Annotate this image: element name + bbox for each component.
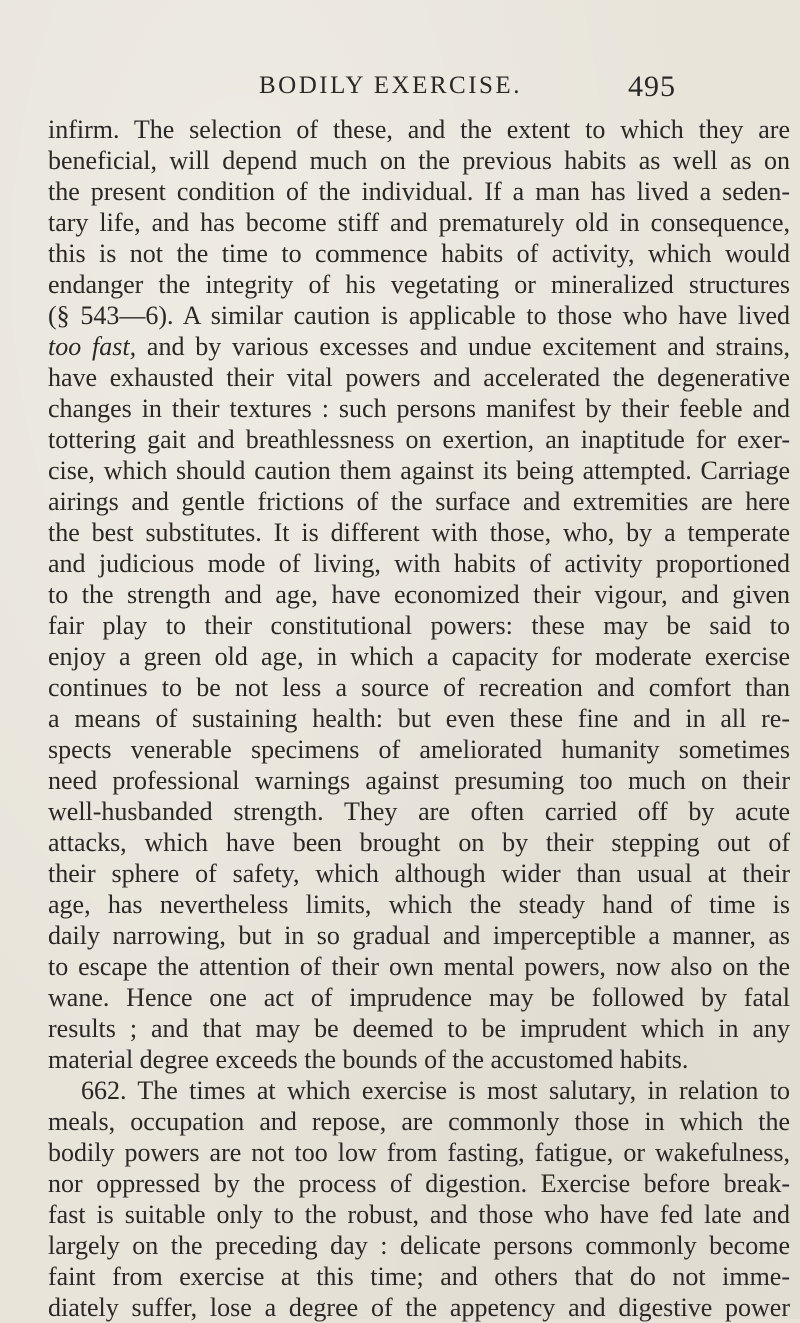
text-line: to escape the attention of their own mental powers, now also on the (48, 952, 790, 981)
text-line: have exhausted their vital powers and accelerated the degenerative (48, 363, 790, 392)
line-remainder: and by various excesses and undue excitement and strains, (136, 332, 790, 361)
text-line: well-husbanded strength. They are often carried off by acute (48, 797, 790, 826)
text-line: changes in their textures : such persons manifest by their feeble and (48, 394, 790, 423)
text-line: daily narrowing, but in so gradual and imperceptible a manner, as (48, 921, 790, 950)
text-line: enjoy a green old age, in which a capacity for moderate exercise (48, 642, 790, 671)
text-line: diately suffer, lose a degree of the appetency and digestive power (48, 1293, 790, 1322)
text-line: the best substitutes. It is different with those, who, by a temperate (48, 518, 790, 547)
text-line: airings and gentle frictions of the surface and extremities are here (48, 487, 790, 516)
paragraph-start-line: 662. The times at which exercise is most salutary, in relation to (81, 1076, 790, 1105)
text-line: their sphere of safety, which although wider than usual at their (48, 859, 790, 888)
italic-phrase: too fast, (48, 332, 137, 361)
text-line: fair play to their constitutional powers: these may be said to (48, 611, 790, 640)
text-line: a means of sustaining health: but even these fine and in all re- (48, 704, 790, 733)
text-line: meals, occupation and repose, are commonly those in which the (48, 1107, 790, 1136)
paragraph-end-line: material degree exceeds the bounds of the accustomed habits. (48, 1045, 689, 1074)
text-line: cise, which should caution them against its being attempted. Carriage (48, 456, 790, 485)
text-line: attacks, which have been brought on by their stepping out of (48, 828, 790, 857)
text-line: need professional warnings against presuming too much on their (48, 766, 790, 795)
text-line: and judicious mode of living, with habits of activity proportioned (48, 549, 790, 578)
text-line: tary life, and has become stiff and prematurely old in consequence, (48, 208, 790, 237)
text-line: results ; and that may be deemed to be imprudent which in any (48, 1014, 790, 1043)
text-line: spects venerable specimens of ameliorated humanity sometimes (48, 735, 790, 764)
text-line: age, has nevertheless limits, which the steady hand of time is (48, 890, 790, 919)
text-line: faint from exercise at this time; and others that do not imme- (48, 1262, 790, 1291)
text-line: bodily powers are not too low from fasting, fatigue, or wakefulness, (48, 1138, 790, 1167)
text-line: the present condition of the individual. If a man has lived a seden- (48, 177, 790, 206)
running-head (0, 72, 800, 112)
body-text (48, 114, 790, 1323)
text-line: tottering gait and breathlessness on exertion, an inaptitude for exer- (48, 425, 790, 454)
text-line: infirm. The selection of these, and the extent to which they are (48, 115, 790, 144)
text-line: this is not the time to commence habits of activity, which would (48, 239, 790, 268)
text-line: nor oppressed by the process of digestion. Exercise before break- (48, 1169, 790, 1198)
text-line: (§ 543—6). A similar caution is applicable to those who have lived (48, 301, 790, 330)
text-line: beneficial, will depend much on the previous habits as well as on (48, 146, 790, 175)
text-line: fast is suitable only to the robust, and those who have fed late and (48, 1200, 790, 1229)
text-line: wane. Hence one act of imprudence may be followed by fatal (48, 983, 790, 1012)
text-line: continues to be not less a source of recreation and comfort than (48, 673, 790, 702)
text-line: endanger the integrity of his vegetating or mineralized structures (48, 270, 790, 299)
text-line: largely on the preceding day : delicate persons commonly become (48, 1231, 790, 1260)
page-number: 495 (628, 70, 676, 103)
text-line-with-italic (48, 331, 790, 362)
text-line: to the strength and age, have economized their vigour, and given (48, 580, 790, 609)
running-title: BODILY EXERCISE. (259, 72, 522, 99)
